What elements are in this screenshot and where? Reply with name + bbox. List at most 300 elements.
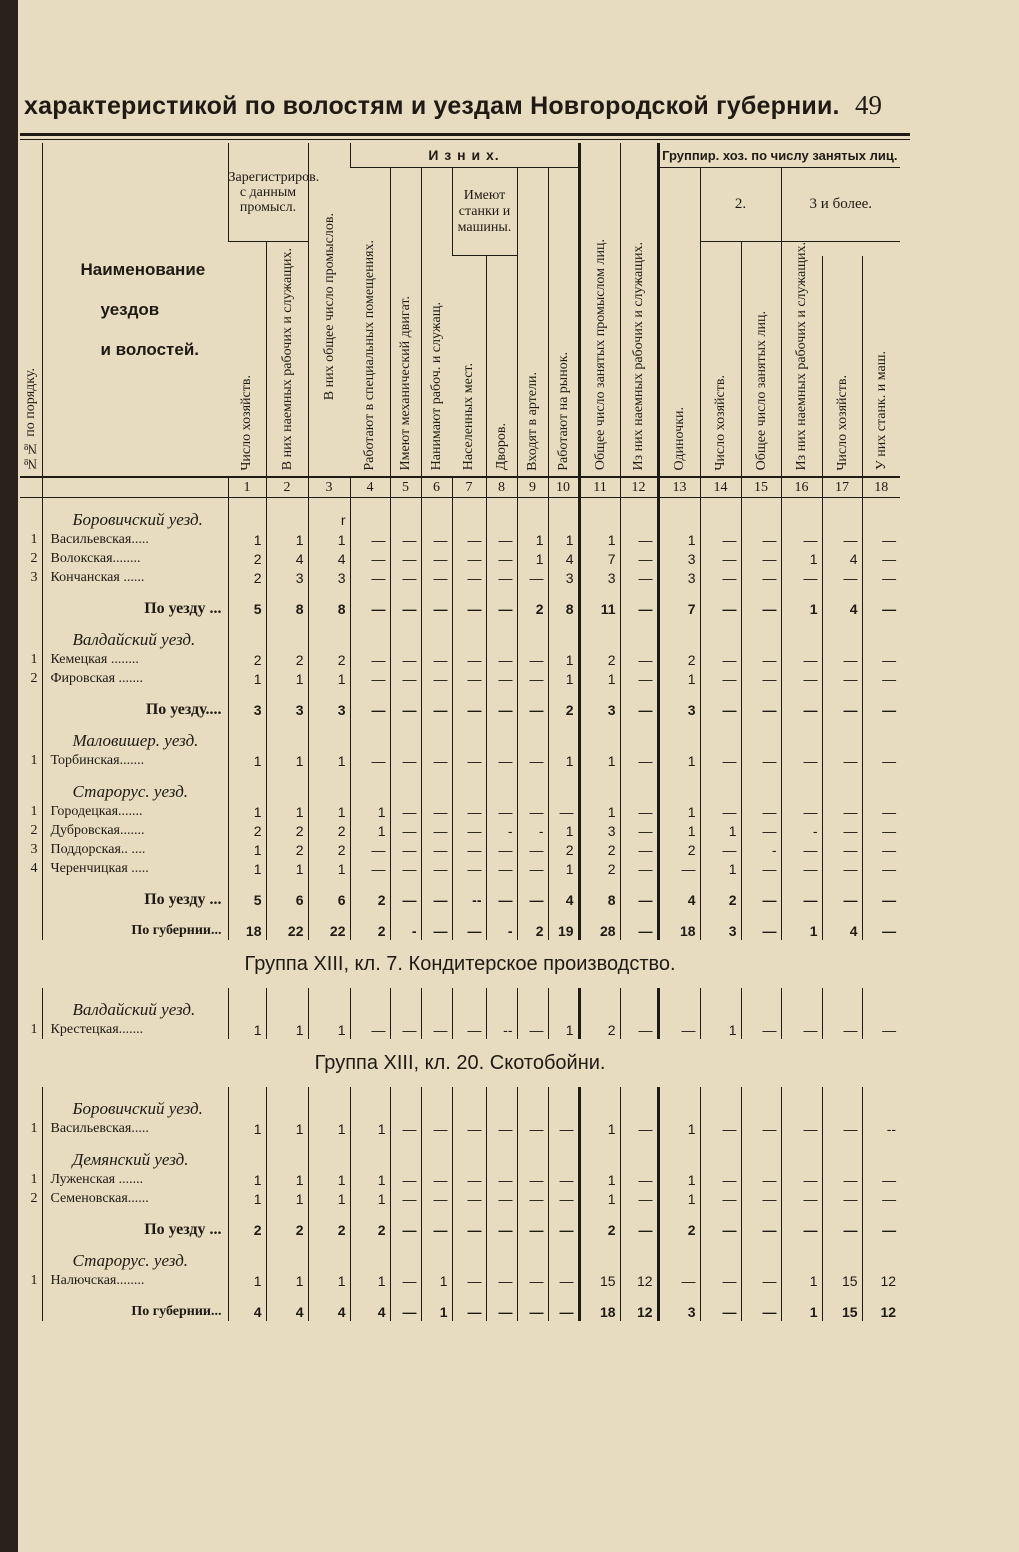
value-cell: — bbox=[517, 1271, 548, 1290]
spacer-cell bbox=[620, 618, 658, 630]
spacer-cell bbox=[517, 878, 548, 890]
value-cell: — bbox=[741, 549, 781, 568]
value-cell: — bbox=[350, 700, 390, 719]
value-cell bbox=[700, 1150, 741, 1170]
row-name: Кончанская ...... bbox=[42, 568, 228, 587]
value-cell: 2 bbox=[658, 1220, 700, 1239]
spacer-cell bbox=[620, 498, 658, 511]
value-cell bbox=[700, 510, 741, 530]
value-cell: — bbox=[486, 568, 517, 587]
spacer-cell bbox=[266, 909, 308, 921]
value-cell: 4 bbox=[822, 921, 862, 940]
value-cell: — bbox=[486, 1170, 517, 1189]
value-cell: — bbox=[517, 669, 548, 688]
value-cell: — bbox=[452, 751, 486, 770]
value-cell: — bbox=[486, 549, 517, 568]
value-cell: — bbox=[486, 859, 517, 878]
value-cell bbox=[228, 782, 266, 802]
spacer-cell bbox=[486, 1239, 517, 1251]
spacer-cell bbox=[700, 1087, 741, 1099]
value-cell: -- bbox=[862, 1119, 900, 1138]
spacer-cell bbox=[308, 587, 350, 599]
spacer-cell bbox=[579, 1239, 620, 1251]
spacer-cell bbox=[548, 1138, 579, 1150]
value-cell: — bbox=[452, 840, 486, 859]
value-cell: — bbox=[390, 1220, 421, 1239]
spacer-cell bbox=[390, 878, 421, 890]
value-cell: — bbox=[781, 700, 822, 719]
value-cell: — bbox=[781, 1189, 822, 1208]
spacer-cell bbox=[42, 1138, 228, 1150]
value-cell: — bbox=[486, 700, 517, 719]
spacer-cell bbox=[20, 909, 42, 921]
col-registered-group: Зарегистриров. с данным промысл. bbox=[228, 143, 308, 242]
row-name: Луженская ....... bbox=[42, 1170, 228, 1189]
spacer-cell bbox=[266, 1239, 308, 1251]
spacer-cell bbox=[741, 988, 781, 1000]
spacer-cell bbox=[266, 1087, 308, 1099]
spacer-cell bbox=[390, 1208, 421, 1220]
spacer-cell bbox=[548, 770, 579, 782]
value-cell: 4 bbox=[822, 549, 862, 568]
value-cell: 8 bbox=[266, 599, 308, 618]
page-number: 49 bbox=[855, 90, 882, 120]
value-cell: 1 bbox=[781, 921, 822, 940]
spacer-cell bbox=[452, 688, 486, 700]
col-10: Работают на рынок. bbox=[548, 168, 579, 478]
value-cell bbox=[658, 731, 700, 751]
spacer-cell bbox=[266, 878, 308, 890]
value-cell: 1 bbox=[517, 530, 548, 549]
value-cell bbox=[579, 630, 620, 650]
spacer-cell bbox=[350, 1290, 390, 1302]
spacer-cell bbox=[390, 770, 421, 782]
spacer-cell bbox=[486, 587, 517, 599]
spacer-cell bbox=[781, 1290, 822, 1302]
spacer-cell bbox=[228, 988, 266, 1000]
spacer-cell bbox=[548, 618, 579, 630]
value-cell bbox=[390, 510, 421, 530]
spacer-cell bbox=[700, 719, 741, 731]
spacer-cell bbox=[42, 1087, 228, 1099]
value-cell bbox=[308, 1099, 350, 1119]
value-cell: 1 bbox=[266, 669, 308, 688]
spacer-cell bbox=[658, 498, 700, 511]
spacer-cell bbox=[658, 909, 700, 921]
spacer-cell bbox=[308, 1087, 350, 1099]
spacer-cell bbox=[452, 618, 486, 630]
value-cell: 15 bbox=[822, 1271, 862, 1290]
value-cell: — bbox=[700, 530, 741, 549]
value-cell bbox=[350, 1099, 390, 1119]
total-row bbox=[20, 599, 900, 618]
value-cell bbox=[517, 731, 548, 751]
value-cell: — bbox=[421, 821, 452, 840]
value-cell: — bbox=[620, 700, 658, 719]
value-cell bbox=[781, 731, 822, 751]
spacer-cell bbox=[421, 618, 452, 630]
spacer-cell bbox=[452, 1290, 486, 1302]
spacer-cell bbox=[486, 909, 517, 921]
spacer-cell bbox=[228, 618, 266, 630]
value-cell: — bbox=[390, 821, 421, 840]
spacer-cell bbox=[620, 719, 658, 731]
value-cell: — bbox=[452, 921, 486, 940]
spacer-cell bbox=[579, 587, 620, 599]
spacer-cell bbox=[266, 1138, 308, 1150]
spacer-cell bbox=[700, 1208, 741, 1220]
value-cell bbox=[620, 510, 658, 530]
value-cell: 1 bbox=[266, 1020, 308, 1039]
value-cell: — bbox=[781, 1119, 822, 1138]
value-cell: — bbox=[822, 1170, 862, 1189]
spacer-row bbox=[20, 1138, 900, 1150]
value-cell: — bbox=[350, 840, 390, 859]
value-cell: 1 bbox=[308, 530, 350, 549]
group-banner-row bbox=[20, 940, 900, 988]
spacer-cell bbox=[308, 1239, 350, 1251]
value-cell: 1 bbox=[658, 821, 700, 840]
col-16: Число хозяйств. bbox=[700, 242, 741, 478]
spacer-cell bbox=[658, 770, 700, 782]
value-cell: — bbox=[822, 751, 862, 770]
value-cell bbox=[579, 782, 620, 802]
value-cell bbox=[862, 1251, 900, 1271]
value-cell: 1 bbox=[228, 1020, 266, 1039]
value-cell bbox=[266, 1099, 308, 1119]
value-cell: 1 bbox=[517, 549, 548, 568]
value-cell: 1 bbox=[228, 859, 266, 878]
value-cell: 2 bbox=[579, 859, 620, 878]
value-cell: — bbox=[741, 1189, 781, 1208]
value-cell bbox=[350, 731, 390, 751]
value-cell: 1 bbox=[548, 821, 579, 840]
row-number bbox=[20, 921, 42, 940]
value-cell bbox=[822, 1099, 862, 1119]
value-cell bbox=[390, 1150, 421, 1170]
value-cell: 2 bbox=[228, 821, 266, 840]
value-cell bbox=[421, 1251, 452, 1271]
value-cell bbox=[741, 630, 781, 650]
spacer-cell bbox=[579, 719, 620, 731]
value-cell: — bbox=[517, 1020, 548, 1039]
spacer-cell bbox=[517, 770, 548, 782]
spacer-cell bbox=[266, 1208, 308, 1220]
value-cell bbox=[517, 630, 548, 650]
value-cell: 11 bbox=[579, 599, 620, 618]
spacer-cell bbox=[452, 719, 486, 731]
value-cell bbox=[350, 1251, 390, 1271]
spacer-cell bbox=[350, 909, 390, 921]
col-name-line3: и волостей. bbox=[100, 339, 200, 359]
value-cell bbox=[350, 782, 390, 802]
spacer-cell bbox=[350, 688, 390, 700]
value-cell: — bbox=[741, 1271, 781, 1290]
row-name: Черенчицкая ..... bbox=[42, 859, 228, 878]
spacer-cell bbox=[620, 688, 658, 700]
spacer-cell bbox=[700, 618, 741, 630]
value-cell bbox=[548, 1000, 579, 1020]
value-cell: 1 bbox=[266, 530, 308, 549]
spacer-cell bbox=[20, 1087, 42, 1099]
spacer-cell bbox=[452, 1087, 486, 1099]
value-cell bbox=[517, 1000, 548, 1020]
row-number: 4 bbox=[30, 860, 38, 876]
section-row bbox=[20, 1150, 900, 1170]
value-cell: — bbox=[421, 669, 452, 688]
spacer-cell bbox=[862, 587, 900, 599]
value-cell bbox=[862, 1150, 900, 1170]
value-cell: 15 bbox=[822, 1302, 862, 1321]
spacer-cell bbox=[486, 988, 517, 1000]
col-machines-group: Имеют станки и машины. bbox=[452, 168, 517, 256]
row-name: Васильевская..... bbox=[42, 530, 228, 549]
column-number: 5 bbox=[390, 477, 421, 498]
table-row bbox=[20, 568, 900, 587]
value-cell: 2 bbox=[228, 568, 266, 587]
value-cell: 2 bbox=[579, 840, 620, 859]
spacer-cell bbox=[308, 1138, 350, 1150]
spacer-cell bbox=[42, 770, 228, 782]
col-name-line1: Наименование bbox=[80, 259, 206, 279]
col-9: Входят в артели. bbox=[517, 168, 548, 478]
value-cell bbox=[548, 510, 579, 530]
value-cell: 1 bbox=[350, 821, 390, 840]
value-cell: 1 bbox=[658, 669, 700, 688]
value-cell bbox=[452, 1150, 486, 1170]
value-cell bbox=[822, 1251, 862, 1271]
value-cell: — bbox=[741, 821, 781, 840]
value-cell bbox=[822, 1150, 862, 1170]
value-cell: 12 bbox=[620, 1302, 658, 1321]
spacer-cell bbox=[486, 719, 517, 731]
spacer-cell bbox=[517, 587, 548, 599]
value-cell bbox=[620, 1150, 658, 1170]
value-cell: — bbox=[486, 1271, 517, 1290]
col-group-3plus: 3 и более. bbox=[781, 168, 900, 242]
value-cell: 2 bbox=[350, 890, 390, 909]
spacer-cell bbox=[228, 1208, 266, 1220]
section-row bbox=[20, 510, 900, 530]
spacer-cell bbox=[548, 1290, 579, 1302]
spacer-cell bbox=[421, 770, 452, 782]
value-cell: 1 bbox=[658, 751, 700, 770]
spacer-cell bbox=[350, 770, 390, 782]
spacer-cell bbox=[822, 719, 862, 731]
value-cell: — bbox=[620, 840, 658, 859]
value-cell: — bbox=[741, 1220, 781, 1239]
value-cell bbox=[781, 510, 822, 530]
row-number: 2 bbox=[30, 670, 38, 686]
value-cell: 1 bbox=[266, 859, 308, 878]
spacer-cell bbox=[700, 587, 741, 599]
value-cell: — bbox=[390, 859, 421, 878]
spacer-cell bbox=[548, 719, 579, 731]
value-cell: — bbox=[862, 549, 900, 568]
value-cell: 4 bbox=[822, 599, 862, 618]
value-cell: — bbox=[741, 921, 781, 940]
row-number bbox=[20, 630, 42, 650]
spacer-cell bbox=[308, 770, 350, 782]
value-cell bbox=[486, 510, 517, 530]
spacer-cell bbox=[700, 770, 741, 782]
value-cell bbox=[579, 731, 620, 751]
value-cell: — bbox=[421, 599, 452, 618]
spacer-cell bbox=[579, 498, 620, 511]
row-name: Волокская........ bbox=[42, 549, 228, 568]
spacer-cell bbox=[548, 688, 579, 700]
value-cell: 1 bbox=[421, 1271, 452, 1290]
spacer-cell bbox=[741, 498, 781, 511]
value-cell: — bbox=[548, 802, 579, 821]
value-cell: — bbox=[548, 1119, 579, 1138]
spacer-cell bbox=[548, 498, 579, 511]
value-cell: — bbox=[620, 751, 658, 770]
spacer-cell bbox=[579, 1087, 620, 1099]
value-cell: 1 bbox=[548, 1020, 579, 1039]
value-cell: 1 bbox=[350, 1189, 390, 1208]
value-cell: — bbox=[517, 859, 548, 878]
value-cell: — bbox=[862, 921, 900, 940]
value-cell: — bbox=[421, 802, 452, 821]
value-cell: — bbox=[486, 1220, 517, 1239]
col-7: Число хозяйств. bbox=[822, 256, 862, 478]
value-cell: 1 bbox=[700, 821, 741, 840]
spacer-cell bbox=[390, 719, 421, 731]
spacer-cell bbox=[517, 688, 548, 700]
value-cell: 1 bbox=[228, 1170, 266, 1189]
spacer-cell bbox=[517, 1208, 548, 1220]
value-cell: 18 bbox=[579, 1302, 620, 1321]
spacer-cell bbox=[421, 988, 452, 1000]
value-cell bbox=[390, 1251, 421, 1271]
value-cell bbox=[390, 1000, 421, 1020]
value-cell: — bbox=[781, 1170, 822, 1189]
value-cell: 22 bbox=[308, 921, 350, 940]
value-cell: — bbox=[517, 1119, 548, 1138]
spacer-cell bbox=[579, 878, 620, 890]
value-cell: 2 bbox=[350, 1220, 390, 1239]
value-cell: 8 bbox=[579, 890, 620, 909]
spacer-cell bbox=[781, 1087, 822, 1099]
value-cell: 2 bbox=[308, 1220, 350, 1239]
spacer-cell bbox=[658, 719, 700, 731]
value-cell: — bbox=[350, 1020, 390, 1039]
value-cell: — bbox=[781, 859, 822, 878]
spacer-cell bbox=[350, 618, 390, 630]
value-cell: — bbox=[421, 530, 452, 549]
value-cell: — bbox=[741, 859, 781, 878]
spacer-cell bbox=[390, 1290, 421, 1302]
value-cell: — bbox=[452, 669, 486, 688]
value-cell: — bbox=[517, 700, 548, 719]
spacer-cell bbox=[308, 719, 350, 731]
value-cell: 2 bbox=[308, 840, 350, 859]
spacer-cell bbox=[741, 1208, 781, 1220]
value-cell bbox=[822, 782, 862, 802]
value-cell bbox=[266, 782, 308, 802]
value-cell bbox=[548, 630, 579, 650]
value-cell bbox=[517, 1251, 548, 1271]
spacer-cell bbox=[452, 1138, 486, 1150]
value-cell: 1 bbox=[308, 1170, 350, 1189]
value-cell: — bbox=[350, 859, 390, 878]
group-banner-row bbox=[20, 1039, 900, 1087]
total-row bbox=[20, 921, 900, 940]
group-banner: Группа XIII, кл. 20. Скотобойни. bbox=[314, 1051, 606, 1074]
value-cell: — bbox=[350, 650, 390, 669]
value-cell bbox=[266, 731, 308, 751]
value-cell: — bbox=[781, 840, 822, 859]
value-cell: 1 bbox=[658, 1119, 700, 1138]
value-cell: — bbox=[822, 669, 862, 688]
value-cell: 1 bbox=[228, 669, 266, 688]
value-cell: — bbox=[452, 1271, 486, 1290]
spacer-cell bbox=[20, 770, 42, 782]
row-name: По уезду ... bbox=[42, 599, 228, 618]
value-cell: 2 bbox=[658, 650, 700, 669]
value-cell: 1 bbox=[548, 650, 579, 669]
spacer-cell bbox=[620, 1138, 658, 1150]
value-cell: — bbox=[741, 1020, 781, 1039]
value-cell: — bbox=[700, 669, 741, 688]
row-name: Валдайский уезд. bbox=[42, 630, 228, 650]
value-cell: — bbox=[822, 700, 862, 719]
col-order-no: №№ по порядку. bbox=[23, 368, 39, 471]
row-name: Кемецкая ........ bbox=[42, 650, 228, 669]
value-cell: 1 bbox=[700, 1020, 741, 1039]
value-cell: — bbox=[781, 751, 822, 770]
value-cell: — bbox=[862, 599, 900, 618]
row-name: По уезду.... bbox=[42, 700, 228, 719]
value-cell bbox=[421, 1150, 452, 1170]
table-row bbox=[20, 650, 900, 669]
value-cell bbox=[228, 1099, 266, 1119]
spacer-cell bbox=[421, 1087, 452, 1099]
value-cell: — bbox=[390, 1302, 421, 1321]
value-cell bbox=[421, 510, 452, 530]
value-cell: — bbox=[741, 1302, 781, 1321]
value-cell bbox=[822, 1000, 862, 1020]
value-cell: 3 bbox=[266, 700, 308, 719]
spacer-cell bbox=[266, 688, 308, 700]
value-cell: — bbox=[452, 599, 486, 618]
value-cell: — bbox=[486, 1302, 517, 1321]
spacer-cell bbox=[517, 1239, 548, 1251]
value-cell: — bbox=[781, 669, 822, 688]
spacer-row bbox=[20, 1239, 900, 1251]
value-cell bbox=[822, 510, 862, 530]
value-cell: 15 bbox=[579, 1271, 620, 1290]
spacer-cell bbox=[579, 688, 620, 700]
spacer-cell bbox=[741, 618, 781, 630]
value-cell: 1 bbox=[421, 1302, 452, 1321]
spacer-cell bbox=[350, 719, 390, 731]
spacer-cell bbox=[781, 909, 822, 921]
value-cell: 1 bbox=[228, 751, 266, 770]
value-cell: — bbox=[620, 1189, 658, 1208]
value-cell: 28 bbox=[579, 921, 620, 940]
value-cell bbox=[308, 1150, 350, 1170]
spacer-cell bbox=[266, 618, 308, 630]
col-grouping: Группир. хоз. по числу занятых лиц. bbox=[658, 143, 900, 168]
value-cell bbox=[741, 1150, 781, 1170]
value-cell bbox=[700, 630, 741, 650]
row-name: Демянский уезд. bbox=[42, 1150, 228, 1170]
value-cell bbox=[781, 1150, 822, 1170]
value-cell: 1 bbox=[658, 1189, 700, 1208]
value-cell bbox=[228, 630, 266, 650]
